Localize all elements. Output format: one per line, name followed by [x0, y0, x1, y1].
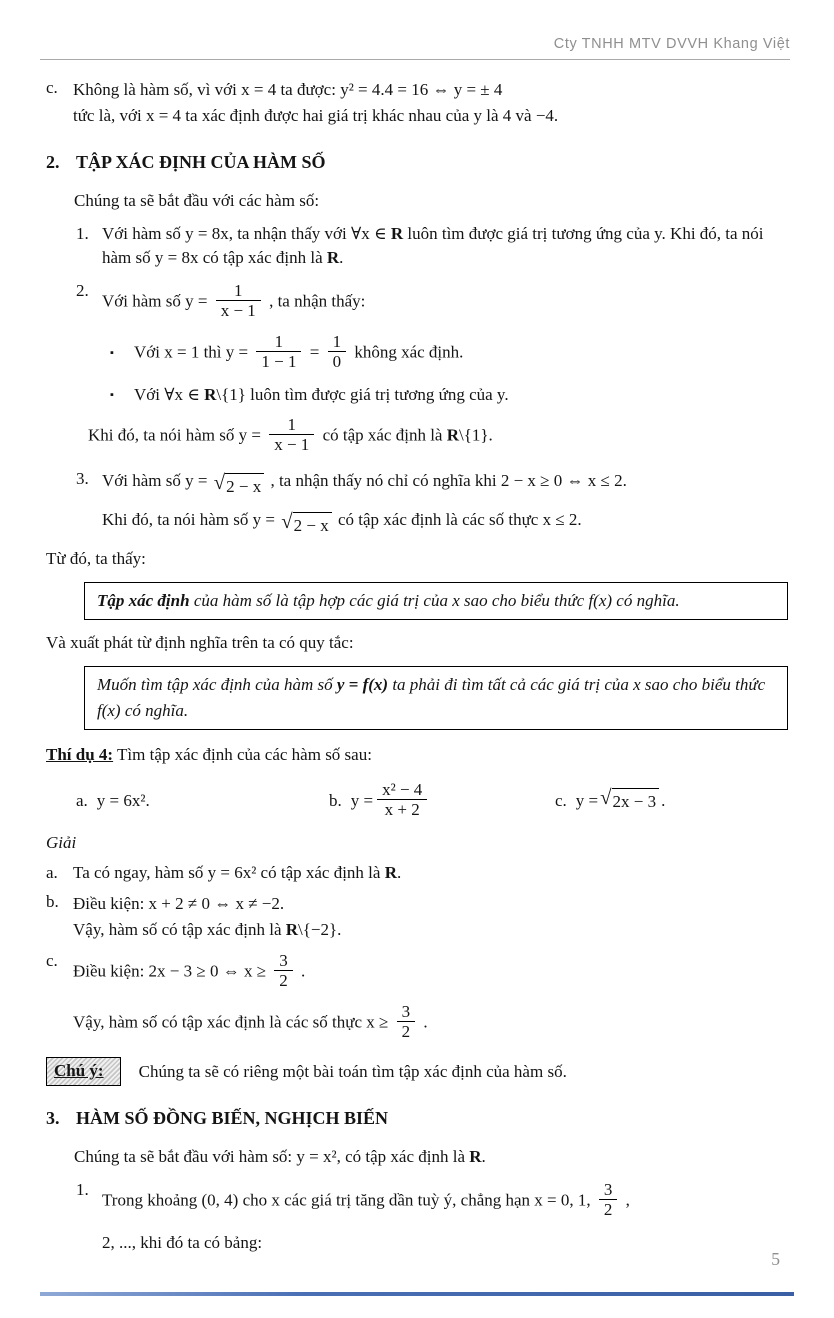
section-3-number: 3. [46, 1108, 60, 1129]
conclusion-text: \{1}. [459, 425, 493, 445]
company-name: Cty TNHH MTV DVVH Khang Việt [553, 36, 790, 52]
example-4-prompt: Tìm tập xác định của các hàm số sau: [113, 745, 372, 765]
fraction-numerator: 3 [279, 951, 288, 971]
set-r-symbol: R [204, 385, 217, 405]
item-1-body [102, 222, 788, 270]
section-3-intro-text: Chúng ta sẽ bắt đầu với hàm số: y = x², có tập xác định là [74, 1146, 470, 1166]
fraction-denominator: x − 1 [216, 300, 261, 320]
rule-text: ta phải đi tìm tất cả các giá trị của x sao cho biểu thức f(x) có nghĩa. [97, 675, 766, 720]
fraction-denominator: x − 1 [269, 434, 314, 454]
section-3-item-1-text: , [621, 1190, 630, 1210]
list-item-1 [76, 222, 788, 270]
section-2-title: TẬP XÁC ĐỊNH CỦA HÀM SỐ [76, 152, 326, 173]
bullet-2 [110, 383, 788, 407]
item-2-number: 2. [76, 281, 89, 301]
item-2-conclusion [88, 415, 788, 458]
fraction-numerator: 1 [274, 332, 284, 352]
solution-c-label: c. [46, 951, 58, 971]
function-a-formula: y = 6x². [96, 791, 150, 811]
answer-c [46, 76, 788, 130]
solution-c-line2 [73, 1002, 788, 1045]
fraction [269, 415, 314, 454]
fraction [397, 1002, 416, 1041]
function-c-formula: y = [575, 791, 599, 811]
fraction [599, 1180, 618, 1219]
answer-c-label: c. [46, 78, 58, 97]
conclusion-text: có tập xác định là các số thực x ≤ 2. [333, 509, 582, 529]
solution-b-text: Vậy, hàm số có tập xác định là [73, 920, 286, 940]
item-2-body [88, 279, 788, 458]
section-3-heading [46, 1106, 788, 1132]
item-3-text: , ta nhận thấy nó chỉ có nghĩa khi 2 − x ≥ 0 ⇔ x ≤ 2. [266, 471, 627, 491]
section-2-intro: Chúng ta sẽ bắt đầu với các hàm số: [74, 190, 320, 210]
solution-c-body [73, 949, 788, 1045]
radicand: 2 − x [293, 512, 332, 538]
conclusion-text: Khi đó, ta nói hàm số y = [102, 509, 280, 529]
item-3-text: Với hàm số y = [102, 471, 212, 491]
function-a-label: a. [76, 791, 88, 811]
rule-text: Muốn tìm tập xác định của hàm số [97, 675, 337, 695]
example-4-label: Thí dụ 4: [46, 745, 114, 765]
fraction-denominator: 2 [274, 970, 293, 990]
set-r-symbol: R [390, 223, 404, 243]
solution-a-text: Ta có ngay, hàm số y = 6x² có tập xác định là [73, 862, 385, 882]
fraction-denominator: 2 [599, 1199, 618, 1219]
definition-text: của hàm số là tập hợp các giá trị của x sao cho biểu thức f(x) có nghĩa. [189, 590, 680, 610]
solution-a [46, 861, 788, 885]
footer-divider [40, 1292, 794, 1296]
section-3-item-1-line1 [102, 1180, 788, 1223]
set-r-symbol: R [285, 920, 299, 940]
solution-c-text: . [419, 1012, 428, 1032]
function-b-label: b. [329, 791, 342, 811]
example-functions-row [76, 780, 788, 823]
answer-c-line2: tức là, với x = 4 ta xác định được hai giá trị khác nhau của y là 4 và −4. [73, 106, 559, 126]
item-3-number: 3. [76, 469, 89, 489]
item-1-text: luôn tìm được giá trị tương ứng của y. Khi đó, ta nói hàm số y = 8x có tập xác định là [102, 223, 764, 268]
fraction [328, 332, 347, 371]
note-badge: Chú ý: [46, 1057, 121, 1086]
section-2-heading [46, 150, 788, 176]
section-3-item-1-number: 1. [76, 1180, 89, 1200]
function-b [329, 780, 555, 823]
va-xuat-line: Và xuất phát từ định nghĩa trên ta có quy tắc: [46, 633, 354, 653]
radicand: 2 − x [225, 473, 264, 499]
item-2-text: Với hàm số y = [102, 291, 212, 311]
set-r-symbol: R [384, 862, 397, 882]
answer-c-line1: Không là hàm số, vì với x = 4 ta được: y² = 4.4 = 16 ⇔ y = ± 4 [73, 80, 503, 99]
fraction-denominator: 1 − 1 [256, 351, 301, 371]
bullet-1-text: = [305, 342, 324, 362]
solution-a-body [73, 861, 788, 885]
page-header [0, 0, 834, 60]
item-3-line [102, 469, 788, 499]
note [46, 1057, 788, 1086]
radicand: 2x − 3 [612, 788, 660, 814]
set-r-symbol: R [326, 248, 340, 268]
square-root [600, 788, 659, 814]
fraction-numerator: x² − 4 [382, 779, 423, 799]
bullet-1-text: không xác định. [350, 342, 464, 362]
rule-formula: y = f(x) [336, 675, 389, 695]
bullet-1 [110, 332, 788, 375]
fraction-numerator: 1 [234, 281, 243, 301]
page-number: 5 [771, 1249, 780, 1269]
fraction-numerator: 3 [603, 1180, 613, 1200]
bullet-icon: ▪ [110, 346, 114, 359]
solution-heading: Giải [46, 832, 77, 852]
bullet-2-content [134, 383, 509, 407]
solution-b-line1: Điều kiện: x + 2 ≠ 0 ⇔ x ≠ −2. [73, 893, 285, 913]
solution-a-label: a. [46, 862, 58, 882]
definition-term: Tập xác định [97, 590, 190, 610]
solution-b-line2 [73, 918, 788, 942]
radical-icon: √ [600, 787, 612, 810]
set-r-symbol: R [469, 1146, 482, 1166]
fraction [256, 332, 301, 371]
bullet-1-content [134, 332, 463, 375]
conclusion-text: có tập xác định là [318, 425, 447, 445]
bullet-1-text: Với x = 1 thì y = [134, 342, 253, 362]
section-3-intro [74, 1145, 788, 1169]
solution-c-text: Vậy, hàm số có tập xác định là các số thực x ≥ [73, 1012, 393, 1032]
fraction-denominator: 2 [397, 1021, 416, 1041]
list-item-3 [76, 467, 788, 537]
item-1-text: Với hàm số y = 8x, ta nhận thấy với ∀x ∈ [102, 223, 391, 243]
rule-box [84, 666, 788, 730]
section-2-number: 2. [46, 152, 60, 173]
function-c [555, 788, 665, 814]
section-3-item-1-body [102, 1178, 788, 1255]
function-c-label: c. [555, 791, 567, 811]
item-2-text: , ta nhận thấy: [264, 291, 366, 311]
list-item-2 [76, 279, 788, 458]
bullet-2-text: \{1} luôn tìm được giá trị tương ứng của y. [216, 385, 509, 405]
fraction-denominator: 0 [328, 351, 347, 371]
item-2-line [102, 281, 788, 324]
square-root [214, 473, 264, 499]
item-1-number: 1. [76, 223, 89, 243]
solution-b-body [73, 890, 788, 944]
section-3-item-1-line2: 2, ..., khi đó ta có bảng: [102, 1233, 263, 1253]
section-3-item-1-text: Trong khoảng (0, 4) cho x các giá trị tăng dần tuỳ ý, chẳng hạn x = 0, 1, [102, 1190, 595, 1210]
section-3-intro-text: . [481, 1146, 486, 1166]
item-3-body [102, 467, 788, 537]
tu-do-line: Từ đó, ta thấy: [46, 548, 146, 568]
note-text: Chúng ta sẽ có riêng một bài toán tìm tập xác định của hàm số. [138, 1061, 567, 1081]
item-1-text: . [339, 248, 344, 268]
function-a [76, 789, 329, 813]
section-3-title: HÀM SỐ ĐỒNG BIẾN, NGHỊCH BIẾN [76, 1108, 389, 1129]
solution-c-text: Điều kiện: 2x − 3 ≥ 0 ⇔ x ≥ [73, 961, 271, 981]
set-r-symbol: R [446, 425, 459, 445]
solution-b-label: b. [46, 891, 59, 911]
radical-icon: √ [213, 472, 226, 495]
solution-c [46, 949, 788, 1045]
fraction [377, 780, 427, 819]
conclusion-text: Khi đó, ta nói hàm số y = [88, 425, 266, 445]
solution-c-text: . [296, 961, 306, 981]
fraction-numerator: 1 [332, 332, 342, 352]
definition-box [84, 582, 788, 621]
solution-a-text: . [396, 862, 402, 882]
example-4-header [46, 743, 788, 767]
item-3-conclusion [102, 508, 788, 538]
solution-c-line1 [73, 951, 788, 994]
bullet-2-text: Với ∀x ∈ [134, 385, 205, 405]
fraction [216, 281, 261, 320]
section-3-item-1 [76, 1178, 788, 1255]
fraction-numerator: 3 [401, 1002, 411, 1022]
radical-icon: √ [281, 510, 293, 533]
page-content [0, 60, 834, 1255]
fraction-numerator: 1 [287, 415, 297, 435]
solution-b [46, 890, 788, 944]
solution-b-text: \{−2}. [298, 920, 342, 940]
function-b-formula: y = [350, 791, 374, 811]
fraction-denominator: x + 2 [377, 799, 427, 819]
square-root [281, 512, 331, 538]
bullet-icon: ▪ [110, 388, 114, 401]
fraction [274, 951, 293, 990]
function-c-formula: . [661, 791, 666, 811]
